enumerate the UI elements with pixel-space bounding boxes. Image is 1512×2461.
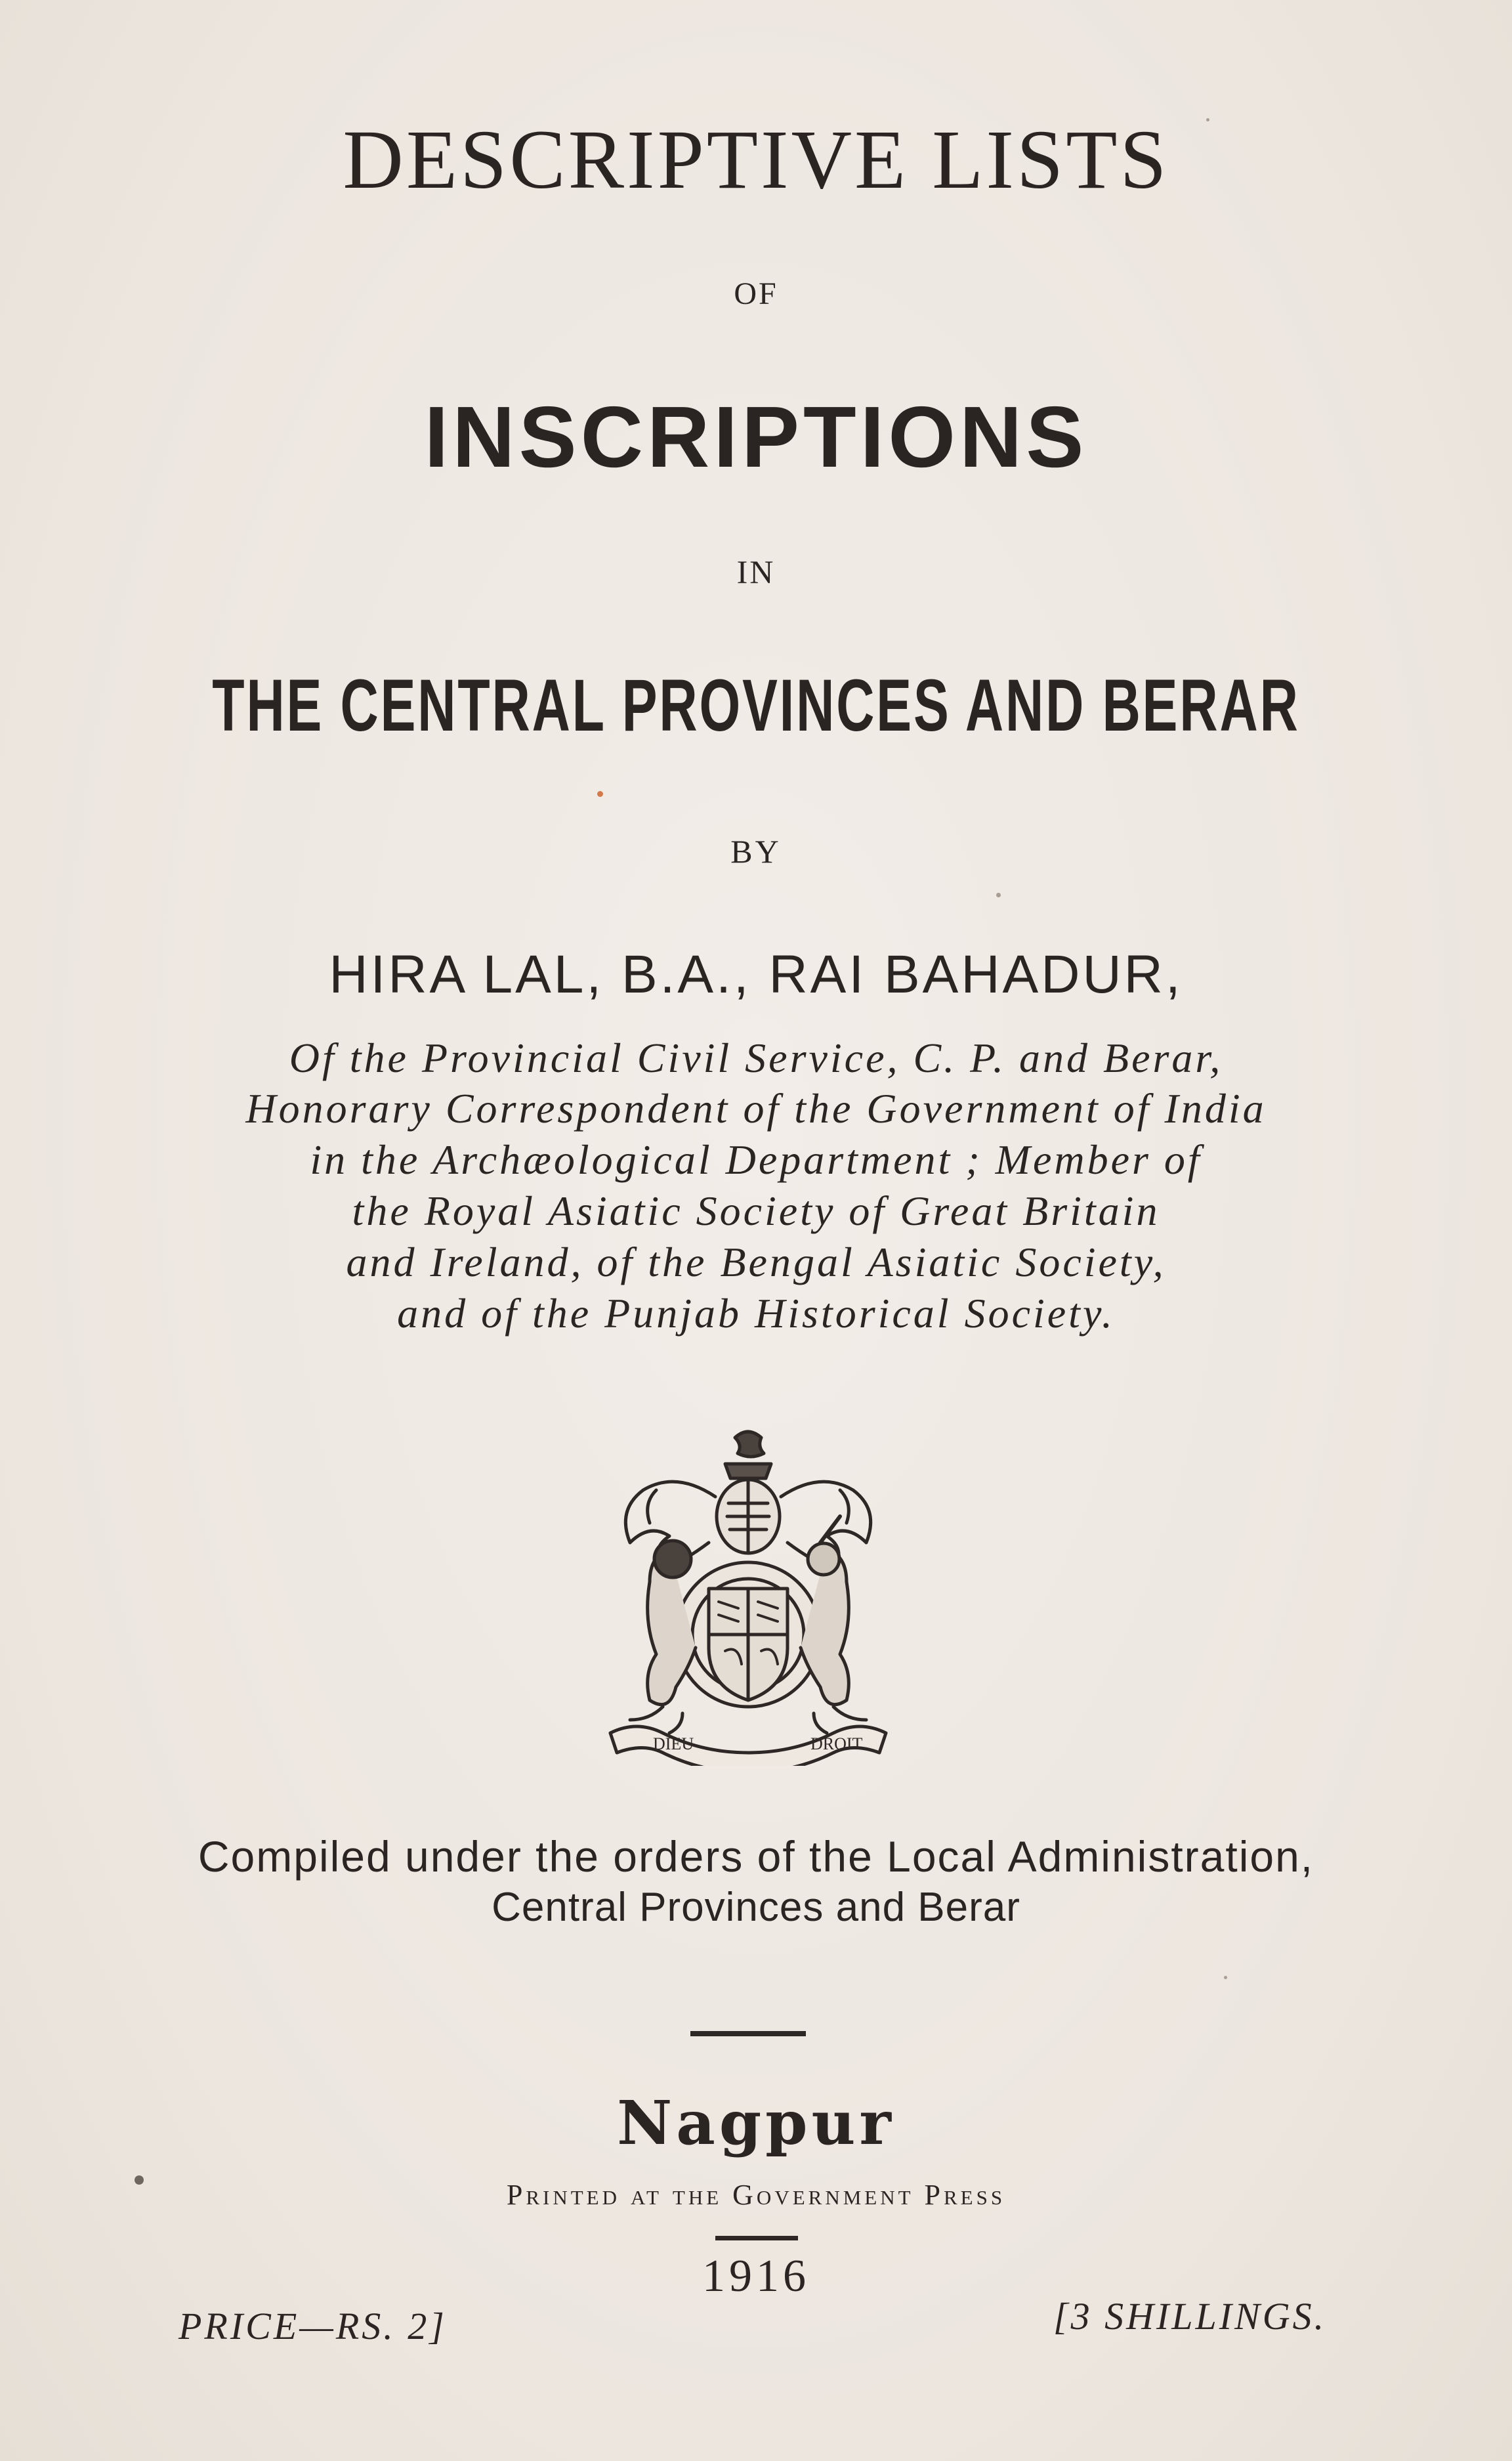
title-by: BY [730,833,782,870]
crest-motto-right: DROIT [810,1734,863,1753]
divider-rule [690,2031,806,2036]
title-line-2: INSCRIPTIONS [424,389,1088,485]
crest-motto-left: DIEU [653,1734,694,1753]
title-in: IN [736,553,776,590]
author-affiliation-line: Of the Provincial Civil Service, C. P. and Berar, [289,1035,1223,1081]
compiled-line-2: Central Provinces and Berar [492,1885,1020,1930]
author-affiliation-line: and Ireland, of the Bengal Asiatic Society, [346,1239,1166,1285]
title-line-1: DESCRIPTIVE LISTS [343,113,1169,206]
divider-rule-short [715,2236,798,2240]
price-shillings: [3 SHILLINGS. [1053,2295,1327,2338]
title-line-3: THE CENTRAL PROVINCES AND BERAR [212,664,1300,746]
author-name: HIRA LAL, B.A., RAI BAHADUR, [329,945,1183,1004]
imprint-press: Printed at the Government Press [506,2179,1006,2211]
author-affiliation-line: Honorary Correspondent of the Government of India [245,1085,1267,1132]
royal-coat-of-arms-icon [584,1424,912,1766]
imprint-city: Nagpur [617,2087,895,2158]
imprint-year: 1916 [702,2251,810,2301]
compiled-line-1: Compiled under the orders of the Local Administration, [198,1832,1314,1881]
price-rupees: PRICE—RS. 2] [178,2305,447,2347]
author-affiliation-line: in the Archæological Department ; Member of [310,1136,1202,1183]
author-affiliation-line: and of the Punjab Historical Society. [397,1290,1115,1337]
author-affiliation-line: the Royal Asiatic Society of Great Britain [352,1188,1160,1234]
title-of: OF [734,276,778,311]
